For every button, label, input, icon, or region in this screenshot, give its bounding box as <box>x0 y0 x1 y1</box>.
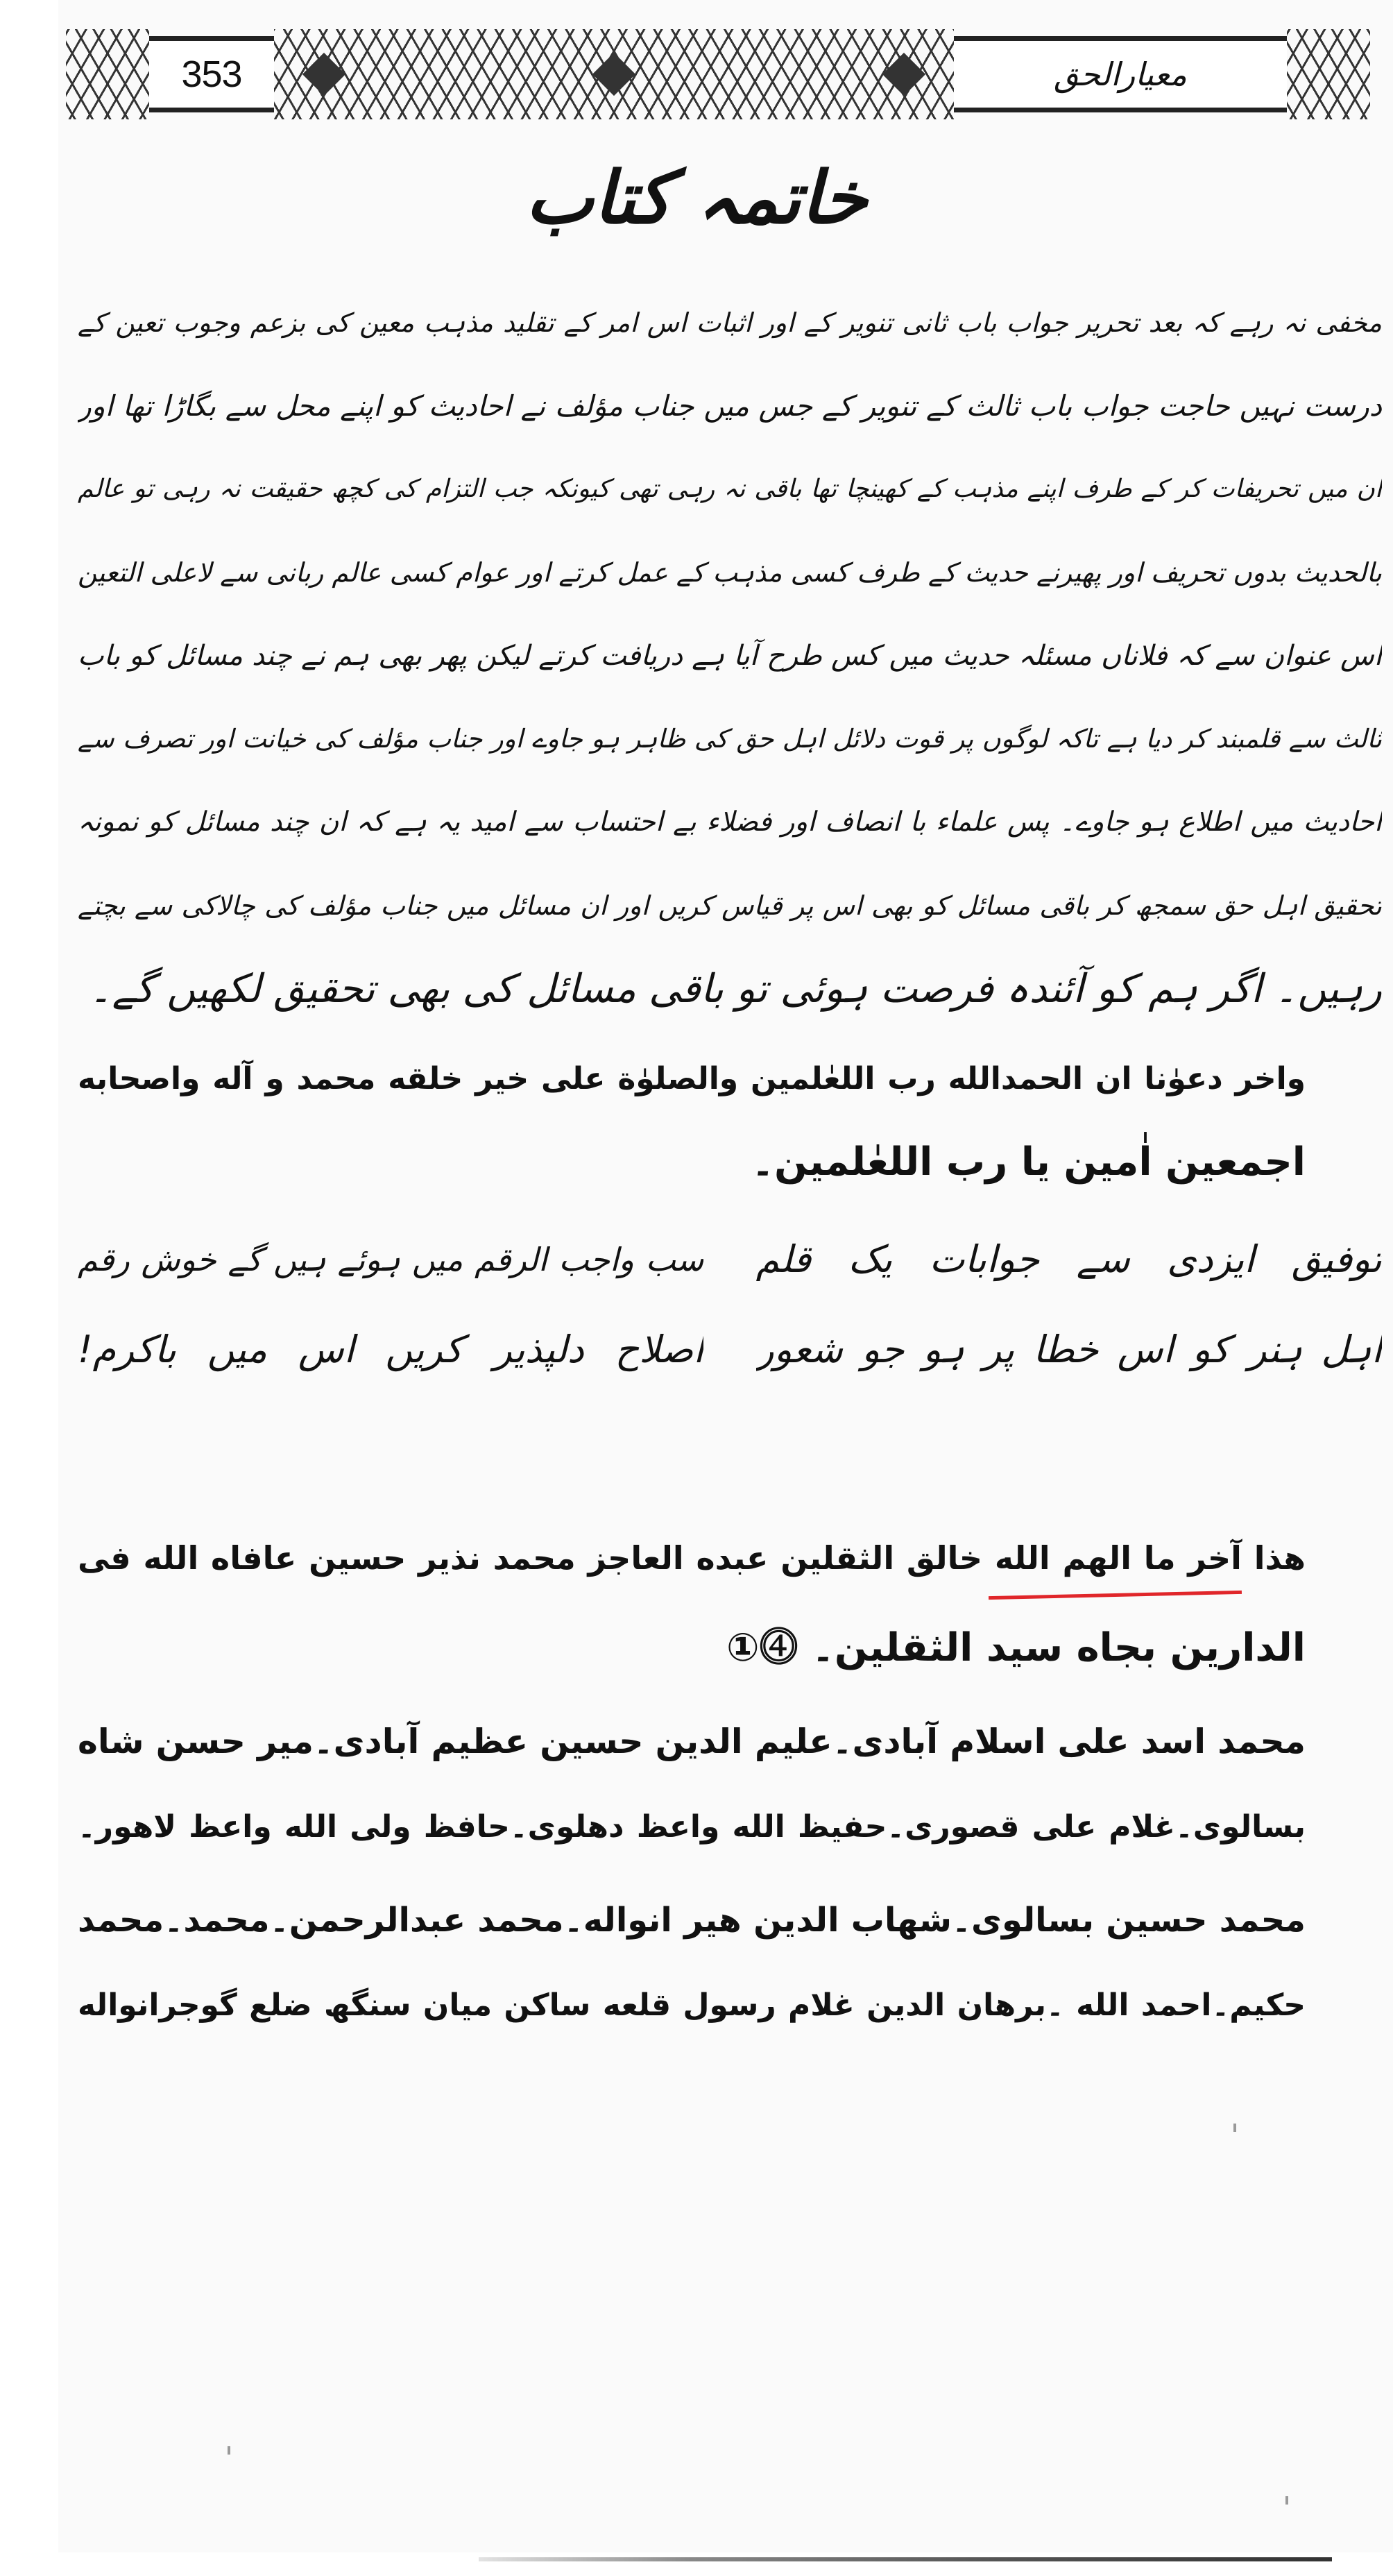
running-title-cartouche <box>954 36 1287 112</box>
paragraph-line: درست نہیں حاجت جواب باب ثالث کے تنویر کے جس میں جناب مؤلف نے احادیث کو اپنے محل سے بگاڑا تھا اور <box>78 389 1382 423</box>
scan-speck <box>228 2446 230 2455</box>
page-number-cartouche <box>149 36 274 112</box>
paragraph-line: ثالث سے قلمبند کر دیا ہے تاکہ لوگوں پر قوت دلائل اہل حق کی ظاہر ہو جاوے اور جناب مؤلف کی خیانت اور تصرف سے <box>78 724 1382 754</box>
prayer-line: واخر دعوٰنا ان الحمدالله رب اللعٰلمین والصلوٰة علی خیر خلقه محمد و آله واصحابه <box>78 1061 1306 1096</box>
header-ornament-band <box>66 29 1370 119</box>
couplet-verse <box>78 1312 1382 1388</box>
scan-speck <box>1285 2496 1288 2505</box>
signatory-line: محمد اسد على اسلام آبادى۔عليم الدين حسين عظيم آبادى۔مير حسن شاه <box>78 1722 1306 1761</box>
colophon-line: الدارين بجاه سيد الثقلين۔ ⓸① <box>726 1625 1306 1670</box>
paragraph-line: احادیث میں اطلاع ہو جاوے۔ پس علماء با انصاف اور فضلاء بے احتساب سے امید یہ ہے کہ ان چند مسائل کو نمونہ <box>78 806 1382 838</box>
paragraph-line: رہیں۔ اگر ہم کو آئندہ فرصت ہوئی تو باقی مسائل کی بھی تحقیق لکھیں گے۔ <box>89 966 1382 1012</box>
center-ornament-icon <box>274 29 954 119</box>
hemistich-first: اہل ہنر کو اس خطا پر ہو جو شعور <box>755 1328 1382 1371</box>
running-title: معیارالحق <box>1054 56 1187 93</box>
chapter-title: خاتمہ کتاب <box>525 155 868 240</box>
left-ornament-icon <box>66 29 149 119</box>
scan-speck <box>1233 2124 1236 2132</box>
colophon-line: هذا آخر ما الهم الله خالق الثقلين عبده العاجز محمد نذير حسين عافاه الله فى <box>78 1539 1306 1577</box>
paragraph-line: اس عنوان سے کہ فلاناں مسئلہ حدیث میں کس طرح آیا ہے دریافت کرتے لیکن پھر بھی ہم نے چند مسائل کو باب <box>78 640 1382 672</box>
page-number: 353 <box>181 53 242 95</box>
signatory-line: محمد حسين بسالوى۔شهاب الدين هير انواله۔محمد عبدالرحمن۔محمد۔محمد <box>78 1901 1306 1940</box>
paragraph-line: ان میں تحریفات کر کے طرف اپنے مذہب کے کھینچا تھا باقی نہ رہی تھی کیونکہ جب التزام کی کچھ حقیقت نہ رہی تو عالم <box>78 475 1382 503</box>
couplet-verse <box>78 1221 1382 1298</box>
paragraph-line: تحقیق اہل حق سمجھ کر باقی مسائل کو بھی اس پر قیاس کریں اور ان مسائل میں جناب مؤلف کی چالاکی سے بچتے <box>78 890 1382 921</box>
right-ornament-icon <box>1287 29 1370 119</box>
hemistich-first: توفیق ایزدی سے جوابات یک قلم <box>755 1237 1382 1281</box>
paragraph-line: بالحدیث بدوں تحریف اور پھیرنے حدیث کے طرف کسی مذہب کے عمل کرتے اور عوام کسی عالم ربانی سے لاعلی التعین <box>78 557 1382 588</box>
paragraph-line: مخفی نہ رہے کہ بعد تحریر جواب باب ثانی تنویر کے اور اثبات اس امر کے تقلید مذہب معین کی بزعم وجوب تعین کے <box>78 307 1382 338</box>
signatory-line: حكيم۔احمد الله ۔برهان الدين غلام رسول قلعه ساكن ميان سنگھ ضلع گوجرانواله <box>78 1988 1306 2023</box>
bottom-rule <box>479 2557 1332 2561</box>
hemistich-second: اصلاح دلپذیر کریں اس میں باکرم! <box>78 1328 704 1371</box>
signatory-line: بسالوى۔غلام على قصورى۔حفيظ الله واعظ دهلوى۔حافظ ولى الله واعظ لاهور۔ <box>78 1809 1306 1845</box>
prayer-line: اجمعین اٰمین یا رب اللعٰلمین۔ <box>751 1139 1306 1185</box>
hemistich-second: سب واجب الرقم میں ہوئے ہیں گے خوش رقم <box>78 1241 704 1278</box>
